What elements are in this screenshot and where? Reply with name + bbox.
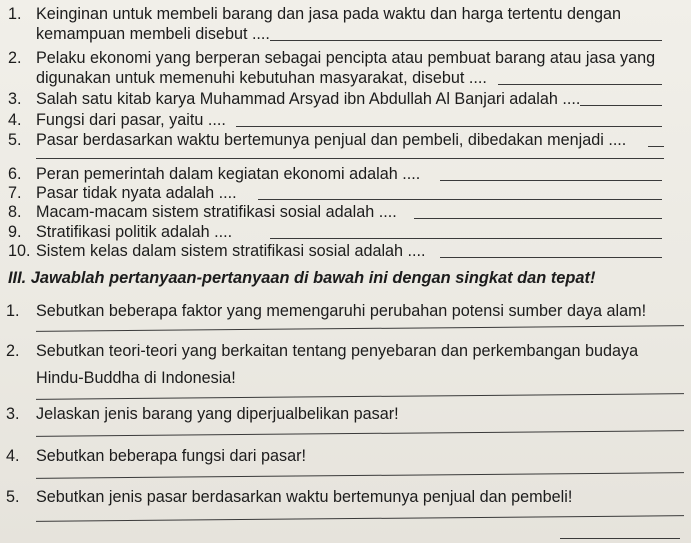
question-text: Hindu-Buddha di Indonesia! <box>36 369 236 387</box>
item-text: kemampuan membeli disebut .... <box>36 25 270 43</box>
item-text: Keinginan untuk membeli barang dan jasa pada waktu dan harga tertentu dengan <box>36 5 621 23</box>
item-text: Pelaku ekonomi yang berperan sebagai pencipta atau pembuat barang atau jasa yang <box>36 49 656 67</box>
question-number: 1. <box>6 302 20 320</box>
item-number: 10. <box>8 242 31 260</box>
answer-line <box>36 393 684 400</box>
item-number: 4. <box>8 111 22 129</box>
answer-line <box>440 257 662 258</box>
answer-line <box>414 218 662 219</box>
question-number: 2. <box>6 342 20 360</box>
answer-line <box>560 538 680 539</box>
answer-line <box>36 430 684 437</box>
item-text: Peran pemerintah dalam kegiatan ekonomi adalah .... <box>36 165 421 183</box>
question-text: Sebutkan beberapa faktor yang memengaruhi perubahan potensi sumber daya alam! <box>36 302 647 320</box>
answer-line <box>648 146 664 147</box>
item-text: Salah satu kitab karya Muhammad Arsyad ibn Abdullah Al Banjari adalah .... <box>36 90 581 108</box>
item-number: 9. <box>8 223 22 241</box>
item-number: 5. <box>8 131 22 149</box>
item-number: 8. <box>8 203 22 221</box>
item-number: 7. <box>8 184 22 202</box>
item-text: digunakan untuk memenuhi kebutuhan masyarakat, disebut .... <box>36 69 487 87</box>
answer-line <box>36 472 684 479</box>
answer-line <box>36 515 684 522</box>
question-text: Sebutkan teori-teori yang berkaitan tentang penyebaran dan perkembangan budaya <box>36 342 639 360</box>
answer-line <box>36 158 664 159</box>
answer-line <box>498 84 662 85</box>
item-text: Fungsi dari pasar, yaitu .... <box>36 111 226 129</box>
item-text: Pasar tidak nyata adalah .... <box>36 184 237 202</box>
item-number: 6. <box>8 165 22 183</box>
answer-line <box>270 40 662 41</box>
question-number: 4. <box>6 447 20 465</box>
item-number: 1. <box>8 5 22 23</box>
answer-line <box>36 325 684 332</box>
question-text: Jelaskan jenis barang yang diperjualbelikan pasar! <box>36 405 399 423</box>
question-text: Sebutkan jenis pasar berdasarkan waktu bertemunya penjual dan pembeli! <box>36 488 573 506</box>
question-text: Sebutkan beberapa fungsi dari pasar! <box>36 447 306 465</box>
item-text: Macam-macam sistem stratifikasi sosial adalah .... <box>36 203 397 221</box>
item-text: Pasar berdasarkan waktu bertemunya penjual dan pembeli, dibedakan menjadi .... <box>36 131 627 149</box>
answer-line <box>270 238 662 239</box>
item-text: Stratifikasi politik adalah .... <box>36 223 233 241</box>
answer-line <box>580 105 662 106</box>
answer-line <box>236 126 662 127</box>
answer-line <box>258 199 662 200</box>
question-number: 5. <box>6 488 20 506</box>
item-text: Sistem kelas dalam sistem stratifikasi sosial adalah .... <box>36 242 426 260</box>
question-number: 3. <box>6 405 20 423</box>
answer-line <box>440 180 662 181</box>
item-number: 3. <box>8 90 22 108</box>
section-heading: III. Jawablah pertanyaan-pertanyaan di bawah ini dengan singkat dan tepat! <box>8 269 596 287</box>
item-number: 2. <box>8 49 22 67</box>
